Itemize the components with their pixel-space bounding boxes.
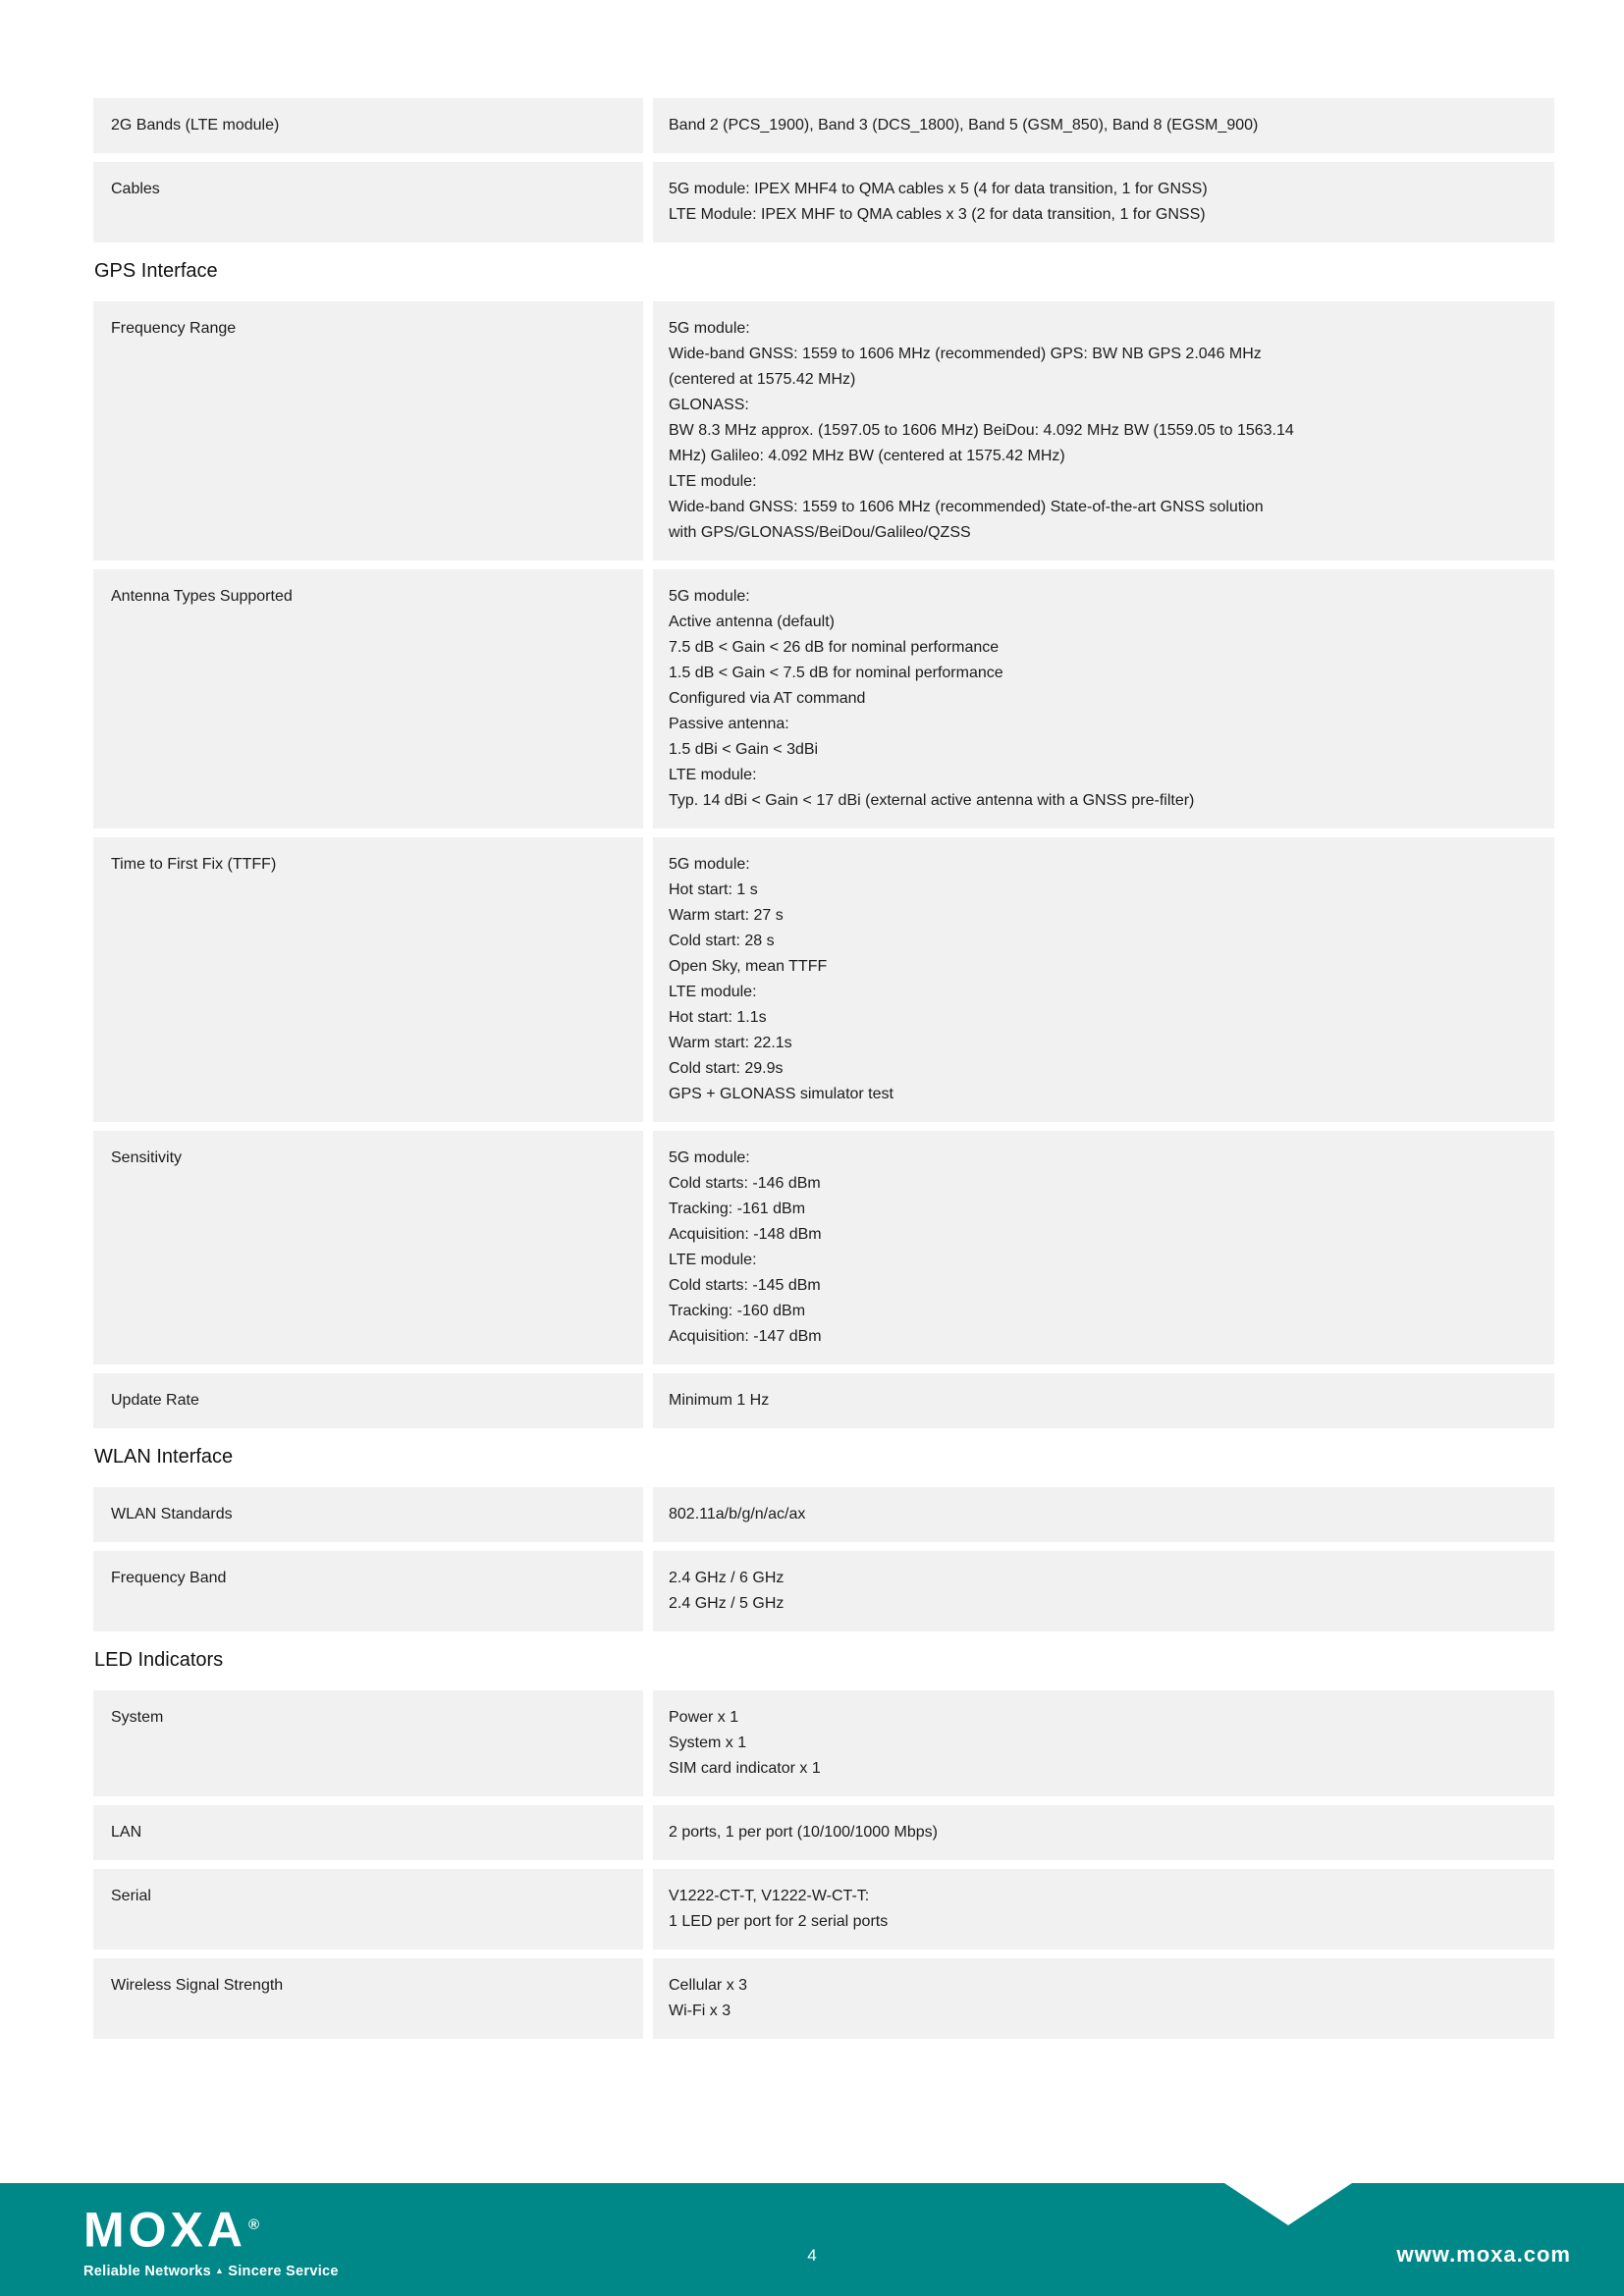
spec-row: [93, 1487, 1554, 1542]
spec-value: [653, 1487, 1554, 1542]
spec-value-line: Cellular x 3: [669, 1977, 748, 1994]
spec-value-line: 802.11a/b/g/n/ac/ax: [669, 1506, 806, 1522]
spec-value-line: Acquisition: -147 dBm: [669, 1328, 822, 1345]
spec-value-line: LTE module:: [669, 1252, 757, 1268]
spec-value: [653, 1869, 1554, 1949]
registered-trademark: ®: [248, 2216, 260, 2233]
spec-value-line: LTE Module: IPEX MHF to QMA cables x 3 (2 for data transition, 1 for GNSS): [669, 206, 1206, 223]
moxa-tagline: [83, 2264, 339, 2279]
spec-value: [653, 162, 1554, 242]
spec-value-line: Active antenna (default): [669, 614, 835, 630]
spec-value-line: LTE module:: [669, 767, 757, 783]
spec-value-line: Tracking: -161 dBm: [669, 1201, 806, 1217]
spec-label: 2G Bands (LTE module): [93, 98, 643, 153]
spec-label: Antenna Types Supported: [93, 569, 643, 828]
spec-label: Frequency Range: [93, 301, 643, 561]
spec-value-line: BW 8.3 MHz approx. (1597.05 to 1606 MHz) BeiDou: 4.092 MHz BW (1559.05 to 1563.14: [669, 422, 1294, 439]
spec-value-line: 1.5 dBi < Gain < 3dBi: [669, 741, 819, 758]
spec-label: LAN: [93, 1805, 643, 1860]
spec-value-line: Open Sky, mean TTFF: [669, 958, 828, 975]
spec-value-line: Minimum 1 Hz: [669, 1392, 770, 1409]
spec-value-line: Warm start: 22.1s: [669, 1035, 792, 1051]
spec-value-line: Acquisition: -148 dBm: [669, 1226, 822, 1243]
spec-value-line: Hot start: 1 s: [669, 881, 758, 898]
spec-row: [93, 1373, 1554, 1428]
spec-value-line: 5G module: IPEX MHF4 to QMA cables x 5 (4 for data transition, 1 for GNSS): [669, 181, 1208, 197]
spec-value-line: 7.5 dB < Gain < 26 dB for nominal performance: [669, 639, 1000, 656]
spec-value-line: 5G module:: [669, 588, 750, 605]
section-title: WLAN Interface: [94, 1446, 234, 1468]
spec-value-line: Cold starts: -146 dBm: [669, 1175, 821, 1192]
tagline-triangle-icon: ▲: [215, 2265, 225, 2275]
spec-row: [93, 1805, 1554, 1860]
spec-value-line: Wi-Fi x 3: [669, 2002, 731, 2019]
spec-value: [653, 1958, 1554, 2039]
spec-row: [93, 301, 1554, 561]
spec-label: System: [93, 1690, 643, 1796]
spec-value: [653, 98, 1554, 153]
spec-value: [653, 1690, 1554, 1796]
spec-value-line: Wide-band GNSS: 1559 to 1606 MHz (recommended) GPS: BW NB GPS 2.046 MHz: [669, 346, 1262, 362]
spec-label: Cables: [93, 162, 643, 242]
section-title: GPS Interface: [94, 260, 218, 282]
spec-row: [93, 1131, 1554, 1364]
spec-value-line: 1 LED per port for 2 serial ports: [669, 1913, 889, 1930]
spec-value-line: Warm start: 27 s: [669, 907, 784, 924]
spec-label: Time to First Fix (TTFF): [93, 837, 643, 1122]
spec-value-line: 2 ports, 1 per port (10/100/1000 Mbps): [669, 1824, 938, 1841]
spec-value-line: Passive antenna:: [669, 716, 789, 732]
spec-label: Frequency Band: [93, 1551, 643, 1631]
spec-row: [93, 98, 1554, 153]
spec-value-line: 2.4 GHz / 5 GHz: [669, 1595, 785, 1612]
spec-value-line: LTE module:: [669, 984, 757, 1000]
spec-value: [653, 301, 1554, 561]
spec-row: [93, 1551, 1554, 1631]
spec-value-line: MHz) Galileo: 4.092 MHz BW (centered at 1575.42 MHz): [669, 448, 1065, 464]
spec-row: [93, 1690, 1554, 1796]
spec-value-line: Band 2 (PCS_1900), Band 3 (DCS_1800), Band 5 (GSM_850), Band 8 (EGSM_900): [669, 117, 1259, 133]
spec-value: [653, 1551, 1554, 1631]
website-link[interactable]: www.moxa.com: [1396, 2242, 1571, 2267]
spec-label: Update Rate: [93, 1373, 643, 1428]
footer-notch-icon: [1224, 2183, 1352, 2225]
spec-table: [93, 98, 1554, 2048]
page-footer: [0, 2183, 1624, 2296]
spec-value: [653, 569, 1554, 828]
spec-value-line: 5G module:: [669, 856, 750, 873]
spec-value-line: Cold start: 29.9s: [669, 1060, 784, 1077]
spec-value-line: SIM card indicator x 1: [669, 1760, 821, 1777]
spec-label: WLAN Standards: [93, 1487, 643, 1542]
spec-row: [93, 837, 1554, 1122]
spec-value-line: 2.4 GHz / 6 GHz: [669, 1570, 785, 1586]
spec-value-line: Wide-band GNSS: 1559 to 1606 MHz (recommended) State-of-the-art GNSS solution: [669, 499, 1264, 515]
moxa-logo-text: MOXA: [83, 2202, 246, 2258]
spec-value-line: 5G module:: [669, 1149, 750, 1166]
spec-label: Serial: [93, 1869, 643, 1949]
spec-value-line: (centered at 1575.42 MHz): [669, 371, 856, 388]
spec-value-line: Cold start: 28 s: [669, 933, 775, 949]
spec-value-line: with GPS/GLONASS/BeiDou/Galileo/QZSS: [669, 524, 971, 541]
spec-value: [653, 837, 1554, 1122]
spec-value-line: GPS + GLONASS simulator test: [669, 1086, 893, 1102]
spec-label: Wireless Signal Strength: [93, 1958, 643, 2039]
page-number: 4: [807, 2246, 817, 2265]
spec-row: [93, 569, 1554, 828]
spec-value-line: Configured via AT command: [669, 690, 866, 707]
tagline-left: Reliable Networks: [83, 2263, 212, 2279]
spec-value: [653, 1131, 1554, 1364]
moxa-logo: [83, 2201, 339, 2279]
spec-value-line: Hot start: 1.1s: [669, 1009, 767, 1026]
spec-row: [93, 1958, 1554, 2039]
spec-row: [93, 1869, 1554, 1949]
spec-value-line: Tracking: -160 dBm: [669, 1303, 806, 1319]
spec-value-line: 1.5 dB < Gain < 7.5 dB for nominal performance: [669, 665, 1003, 681]
spec-value-line: Cold starts: -145 dBm: [669, 1277, 821, 1294]
tagline-right: Sincere Service: [228, 2263, 339, 2279]
spec-value-line: V1222-CT-T, V1222-W-CT-T:: [669, 1888, 870, 1904]
spec-label: Sensitivity: [93, 1131, 643, 1364]
section-title: LED Indicators: [94, 1649, 224, 1671]
spec-row: [93, 162, 1554, 242]
spec-value-line: LTE module:: [669, 473, 757, 490]
spec-value: [653, 1373, 1554, 1428]
spec-value-line: Typ. 14 dBi < Gain < 17 dBi (external active antenna with a GNSS pre-filter): [669, 792, 1195, 809]
spec-value-line: System x 1: [669, 1735, 747, 1751]
spec-value: [653, 1805, 1554, 1860]
spec-value-line: GLONASS:: [669, 397, 749, 413]
spec-value-line: Power x 1: [669, 1709, 739, 1726]
spec-value-line: 5G module:: [669, 320, 750, 337]
